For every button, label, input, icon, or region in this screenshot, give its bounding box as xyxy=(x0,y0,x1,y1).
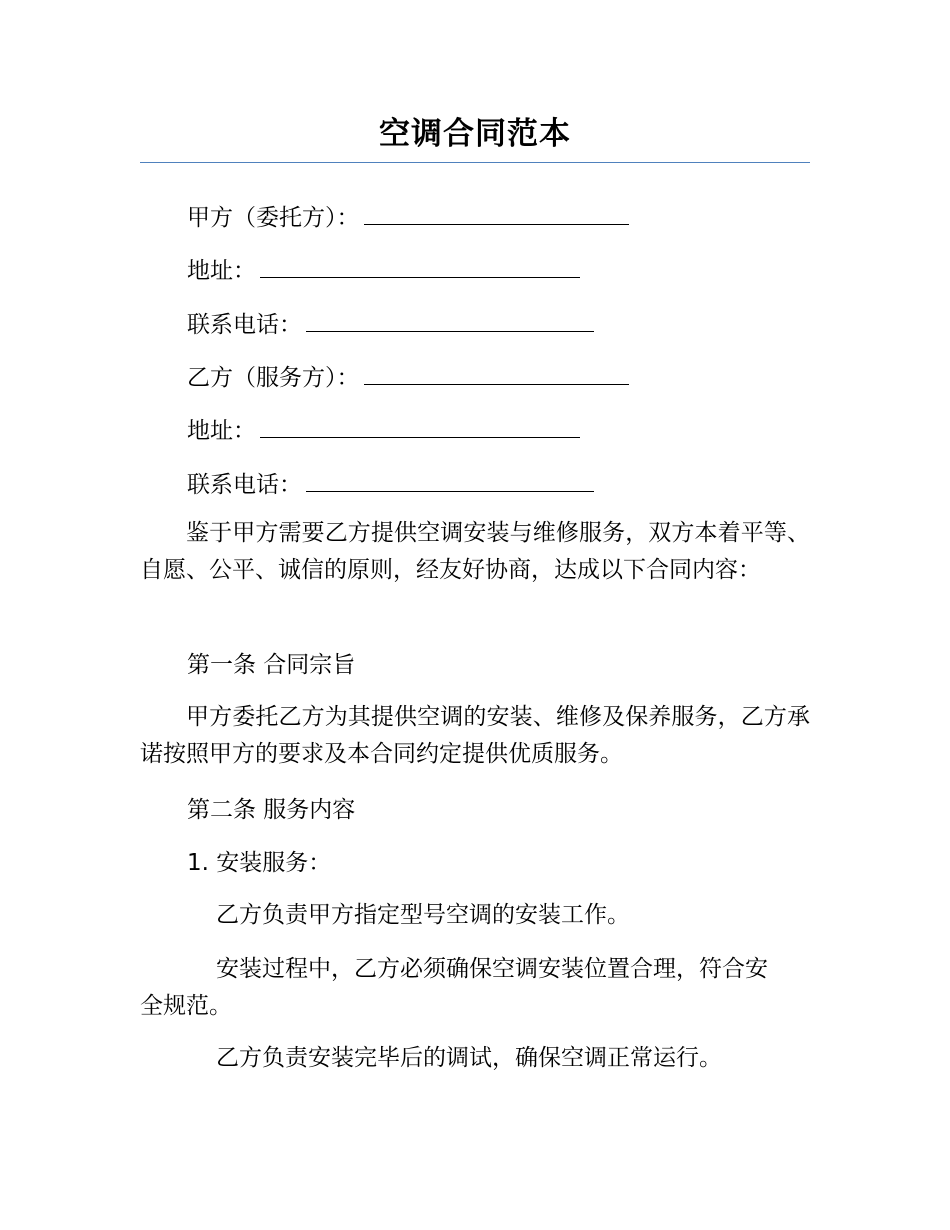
party-a-blank[interactable] xyxy=(364,198,629,225)
article-1-body: 甲方委托乙方为其提供空调的安装、维修及保养服务，乙方承诺按照甲方的要求及本合同约定提供优质服务。 xyxy=(140,704,810,767)
article-1-heading: 第一条 合同宗旨 xyxy=(187,652,356,678)
party-a-phone-blank[interactable] xyxy=(306,305,594,332)
party-b-name-field xyxy=(187,358,629,394)
party-a-address-blank[interactable] xyxy=(260,251,580,278)
party-a-address-field xyxy=(187,251,580,287)
party-a-label: 甲方（委托方）： xyxy=(187,205,360,231)
party-a-address-label: 地址： xyxy=(187,258,256,284)
party-b-address-field xyxy=(187,411,580,447)
party-a-phone-label: 联系电话： xyxy=(187,312,302,338)
party-b-label: 乙方（服务方）： xyxy=(187,365,360,391)
party-b-address-label: 地址： xyxy=(187,418,256,444)
party-b-blank[interactable] xyxy=(364,358,629,385)
party-b-phone-field xyxy=(187,465,594,501)
party-b-phone-label: 联系电话： xyxy=(187,472,302,498)
document-title: 空调合同范本 xyxy=(379,116,571,152)
article-2-item-1: 1. 安装服务： xyxy=(187,850,332,876)
party-b-phone-blank[interactable] xyxy=(306,465,594,492)
party-a-name-field xyxy=(187,198,629,234)
title-divider xyxy=(140,162,810,163)
preamble-paragraph: 鉴于甲方需要乙方提供空调安装与维修服务，双方本着平等、自愿、公平、诚信的原则，经友好协商，达成以下合同内容： xyxy=(140,520,810,583)
party-b-address-blank[interactable] xyxy=(260,411,580,438)
article-2-heading: 第二条 服务内容 xyxy=(187,797,356,823)
install-line-3: 乙方负责安装完毕后的调试，确保空调正常运行。 xyxy=(216,1045,722,1071)
party-a-phone-field xyxy=(187,305,594,341)
install-line-2: 安装过程中，乙方必须确保空调安装位置合理，符合安全规范。 xyxy=(140,956,768,1019)
install-line-1: 乙方负责甲方指定型号空调的安装工作。 xyxy=(216,902,630,928)
